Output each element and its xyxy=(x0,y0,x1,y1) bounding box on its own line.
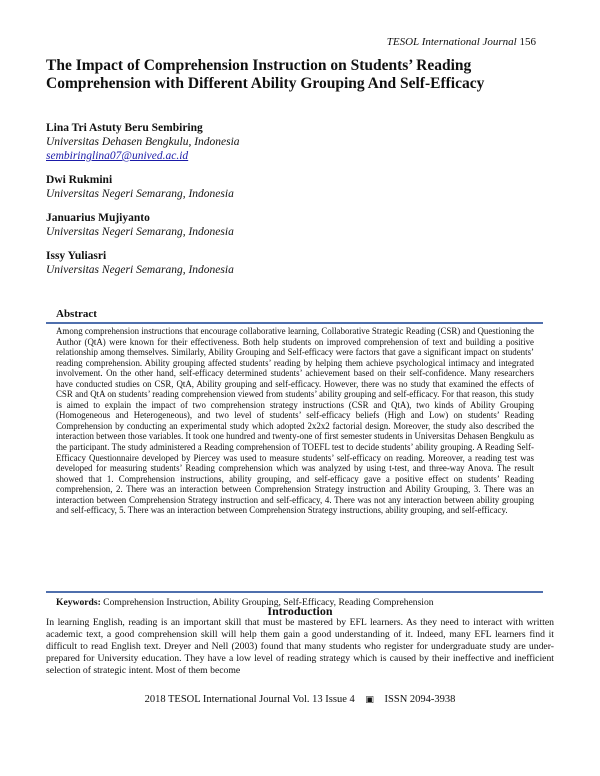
footer-journal: TESOL International Journal Vol. 13 Issue 4 xyxy=(168,694,355,705)
page-footer xyxy=(0,694,600,705)
author-affiliation: Universitas Negeri Semarang, Indonesia xyxy=(46,226,234,238)
abstract-heading: Abstract xyxy=(56,308,97,320)
author-4 xyxy=(46,249,556,277)
author-list xyxy=(46,121,556,287)
running-head xyxy=(387,36,536,48)
keywords-text: Comprehension Instruction, Ability Grouping, Self-Efficacy, Reading Comprehension xyxy=(103,597,434,608)
footer-separator-icon: ▣ xyxy=(365,695,374,705)
author-2 xyxy=(46,173,556,201)
abstract-text: Among comprehension instructions that encourage collaborative learning, Collaborative Strategic Reading (CSR) and Questioning the Author (QtA) were known for their effectiveness. Both help students on improved comprehension of text and building a positive relationship among themselves. Similarly, Ability Grouping and Self-efficacy were factors that gave a significant impact on students’ reading comprehension. Ability grouping affected students’ reading by helping them achieve psychological intimacy and integrated involvement. On the other hand, self-efficacy determined students’ achievement based on their self-confidence. Many researchers have conducted studies on CSR, QtA, Ability grouping and self-efficacy. However, there was no study that examined the effects of CSR and QtA on students’ reading comprehension viewed from students’ ability grouping and self-efficacy. For that reason, this study is aimed to explain the impact of two comprehension strategy instructions (CSR and QtA), two kinds of Ability Grouping (Homogeneous and Heterogeneous), and two level of students’ self-efficacy beliefs (High and Low) on students’ Reading Comprehension by conducting an experimental study which adopted 2x2x2 factorial design. Moreover, the study also described the interaction between those variables. It took one hundred and twenty-one of first semester students in Universitas Dehasen Bengkulu as the participant. The study administered a Reading comprehension of TOEFL test to decide students’ ability grouping. A Reading Self-Efficacy Questionnaire developed by Piercey was used to measure students’ self-efficacy on reading. Moreover, a reading test was developed for measuring students’ Reading comprehension which was analyzed by using t-test, and three-way Anova. The result showed that 1. Comprehension instructions, ability grouping, and self-efficacy gave a positive effect on students’ Reading comprehension, 2. There was an interaction between Comprehension Strategy instruction and Ability Grouping, 3. There was an interaction between Comprehension Strategy instruction and self-efficacy, 4. There was not any interaction between ability grouping and self-efficacy, 5. There was an interaction between Comprehension Strategy instructions, ability grouping, and self-efficacy. xyxy=(56,326,534,516)
author-name: Issy Yuliasri xyxy=(46,250,107,262)
author-name: Januarius Mujiyanto xyxy=(46,212,150,224)
introduction-text: In learning English, reading is an important skill that must be mastered by EFL learners. As they need to interact with written academic text, a good comprehension skill will help them gain a good understanding of it. Indeed, many EFL learners find it difficult to read English text. Dreyer and Nell (2003) found that many students who register for undergraduate study are under-prepared for University education. They have a low level of reading strategy which is caused by their ineffective and inefficient selection of strategic intent. Most of them become xyxy=(46,617,554,677)
author-3 xyxy=(46,211,556,239)
author-affiliation: Universitas Dehasen Bengkulu, Indonesia xyxy=(46,136,240,148)
page-number: 156 xyxy=(519,36,536,48)
keywords-label: Keywords: xyxy=(56,597,101,608)
author-name: Lina Tri Astuty Beru Sembiring xyxy=(46,122,203,134)
footer-year: 2018 xyxy=(144,694,166,705)
author-affiliation: Universitas Negeri Semarang, Indonesia xyxy=(46,188,234,200)
footer-issn: ISSN 2094-3938 xyxy=(384,694,456,705)
paper-title: The Impact of Comprehension Instruction on Students’ Reading Comprehension with Different Ability Grouping And Self-Efficacy xyxy=(46,57,485,92)
introduction-heading: Introduction xyxy=(267,604,333,618)
abstract-bottom-rule xyxy=(46,591,543,593)
author-name: Dwi Rukmini xyxy=(46,174,113,186)
author-1 xyxy=(46,121,556,163)
abstract-top-rule xyxy=(46,322,543,324)
journal-name: TESOL International Journal xyxy=(386,36,517,48)
author-affiliation: Universitas Negeri Semarang, Indonesia xyxy=(46,264,234,276)
author-email-link[interactable]: sembiringlina07@unived.ac.id xyxy=(46,150,189,162)
